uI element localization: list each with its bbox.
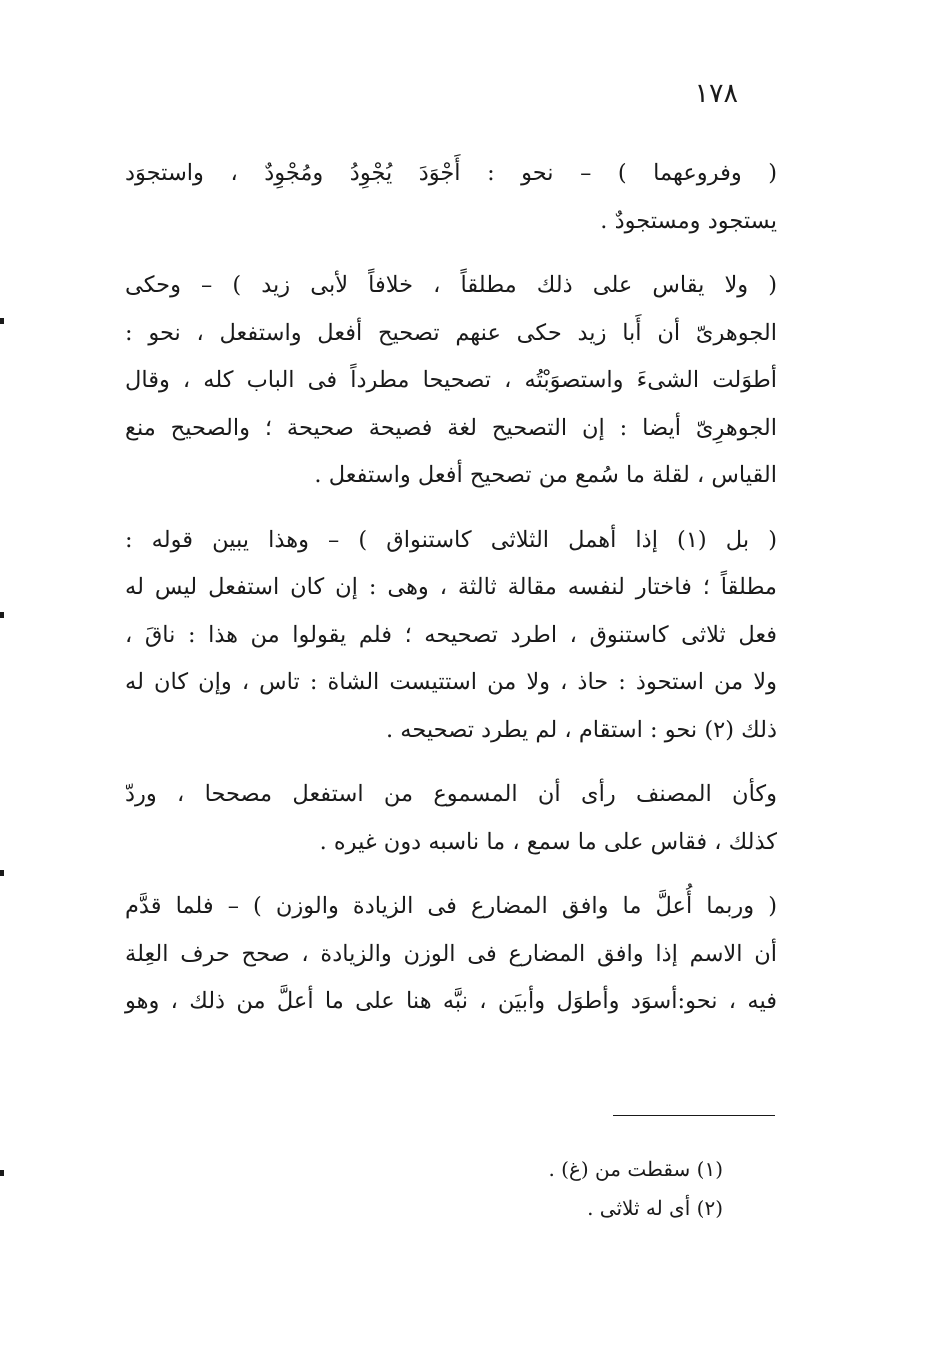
footnote-divider [613, 1115, 775, 1116]
scan-edge-mark [0, 318, 4, 324]
text-line: ( ولا يقاس على ذلك مطلقاً ، خلافاً لأبى زيد ) – وحكى [125, 272, 777, 298]
text-line: يستجود ومستجودٌ . [600, 207, 777, 234]
scan-edge-mark [0, 612, 4, 618]
text-line: مطلقاً ؛ فاختار لنفسه مقالة ثالثة ، وهى : إن كان استفعل ليس له [125, 574, 777, 600]
paragraph [125, 150, 777, 245]
paragraph [125, 771, 777, 866]
text-line: أطوَلت الشىءَ واستصوَبْتُه ، تصحيحا مطرداً فى الباب كله ، وقال [125, 367, 777, 393]
paragraph [125, 262, 777, 500]
footnote-2: (٢) أى له ثلاثى . [587, 1196, 723, 1220]
text-line: ولا من استحوذ : حاذ ، ولا من استتيست الشاة : تاس ، وإن كان له [125, 669, 777, 695]
text-line: وكأن المصنف رأى أن المسموع من استفعل مصححا ، وردّ [125, 781, 777, 807]
text-line: ( وفروعهما ) – نحو : أَجْوَدَ يُجْوِدُ ومُجْوِدٌ ، واستجوَد [125, 160, 777, 186]
text-line: ( بل (١) إذا أهمل الثلاثى كاستنواق ) – وهذا يبين قوله : [125, 526, 777, 553]
footnotes [363, 1150, 723, 1228]
text-line: الجوهرِىّ أيضا : إن التصحيح لغة فصيحة صحيحة ؛ والصحيح منع [125, 414, 777, 441]
text-line: القياس ، لقلة ما سُمع من تصحيح أفعل واستفعل . [314, 462, 777, 488]
footnote-1: (١) سقطت من (غ) . [548, 1157, 723, 1181]
main-text [125, 150, 777, 1043]
page-number: ١٧٨ [694, 78, 738, 109]
text-line: الجوهرىّ أن أَبا زيد حكى عنهم تصحيح أفعل واستفعل ، نحو : [125, 319, 777, 346]
scan-edge-mark [0, 1170, 4, 1176]
text-line: ذلك (٢) نحو : استقام ، لم يطرد تصحيحه . [386, 716, 777, 743]
text-line: ( وربما أُعلَّ ما وافق المضارع فى الزيادة والوزن ) – فلما قدَّم [125, 893, 777, 919]
text-line: كذلك ، فقاس على ما سمع ، ما ناسبه دون غيره . [319, 828, 777, 855]
paragraph [125, 517, 777, 755]
scan-edge-mark [0, 870, 4, 876]
text-line: فعل ثلاثى كاستنوق ، اطرد تصحيحه ؛ فلم يقولوا من هذا : ناقَ ، [125, 621, 777, 648]
paragraph [125, 883, 777, 1026]
text-line: أن الاسم إذا وافق المضارع فى الوزن والزيادة ، صحح حرف العِلة [125, 940, 777, 967]
text-line: فيه ، نحو:أسوَد وأطوَل وأبيَن ، نبَّه هنا على ما أعلَّ من ذلك ، وهو [125, 988, 777, 1014]
